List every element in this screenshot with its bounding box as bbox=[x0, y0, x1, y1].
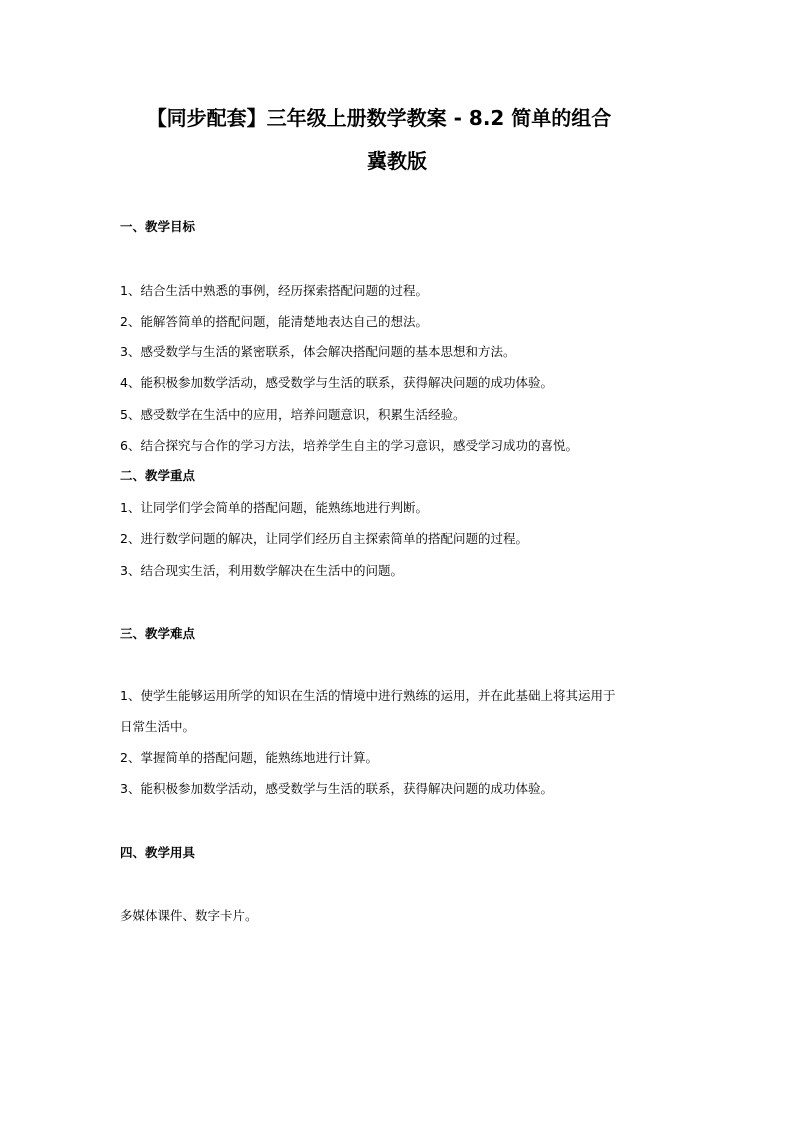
document-subtitle: 冀教版 bbox=[367, 149, 427, 173]
difficulty-item: 日常生活中。 bbox=[120, 719, 196, 734]
goal-item: 1、结合生活中熟悉的事例，经历探索搭配问题的过程。 bbox=[120, 283, 428, 298]
difficulty-item: 2、掌握简单的搭配问题，能熟练地进行计算。 bbox=[120, 750, 378, 765]
section-heading-difficulties: 三、教学难点 bbox=[120, 626, 196, 641]
section-heading-key-points: 二、教学重点 bbox=[120, 468, 196, 483]
goal-item: 5、感受数学在生活中的应用，培养问题意识，积累生活经验。 bbox=[120, 407, 466, 422]
key-point-item: 1、让同学们学会简单的搭配问题，能熟练地进行判断。 bbox=[120, 500, 428, 515]
difficulty-item: 3、能积极参加数学活动，感受数学与生活的联系，获得解决问题的成功体验。 bbox=[120, 781, 553, 796]
section-heading-goals: 一、教学目标 bbox=[120, 219, 196, 234]
goal-item: 6、结合探究与合作的学习方法，培养学生自主的学习意识，感受学习成功的喜悦。 bbox=[120, 438, 578, 453]
difficulty-item: 1、使学生能够运用所学的知识在生活的情境中进行熟练的运用，并在此基础上将其运用于 bbox=[120, 688, 616, 703]
key-point-item: 3、结合现实生活，利用数学解决在生活中的问题。 bbox=[120, 563, 403, 578]
goal-item: 4、能积极参加数学活动，感受数学与生活的联系，获得解决问题的成功体验。 bbox=[120, 375, 553, 390]
tools-item: 多媒体课件、数字卡片。 bbox=[120, 908, 258, 923]
document-title: 【同步配套】三年级上册数学教案 - 8.2 简单的组合 bbox=[146, 106, 612, 130]
goal-item: 3、感受数学与生活的紧密联系，体会解决搭配问题的基本思想和方法。 bbox=[120, 344, 516, 359]
goal-item: 2、能解答简单的搭配问题，能清楚地表达自己的想法。 bbox=[120, 314, 428, 329]
key-point-item: 2、进行数学问题的解决，让同学们经历自主探索简单的搭配问题的过程。 bbox=[120, 531, 528, 546]
section-heading-tools: 四、教学用具 bbox=[120, 845, 196, 860]
